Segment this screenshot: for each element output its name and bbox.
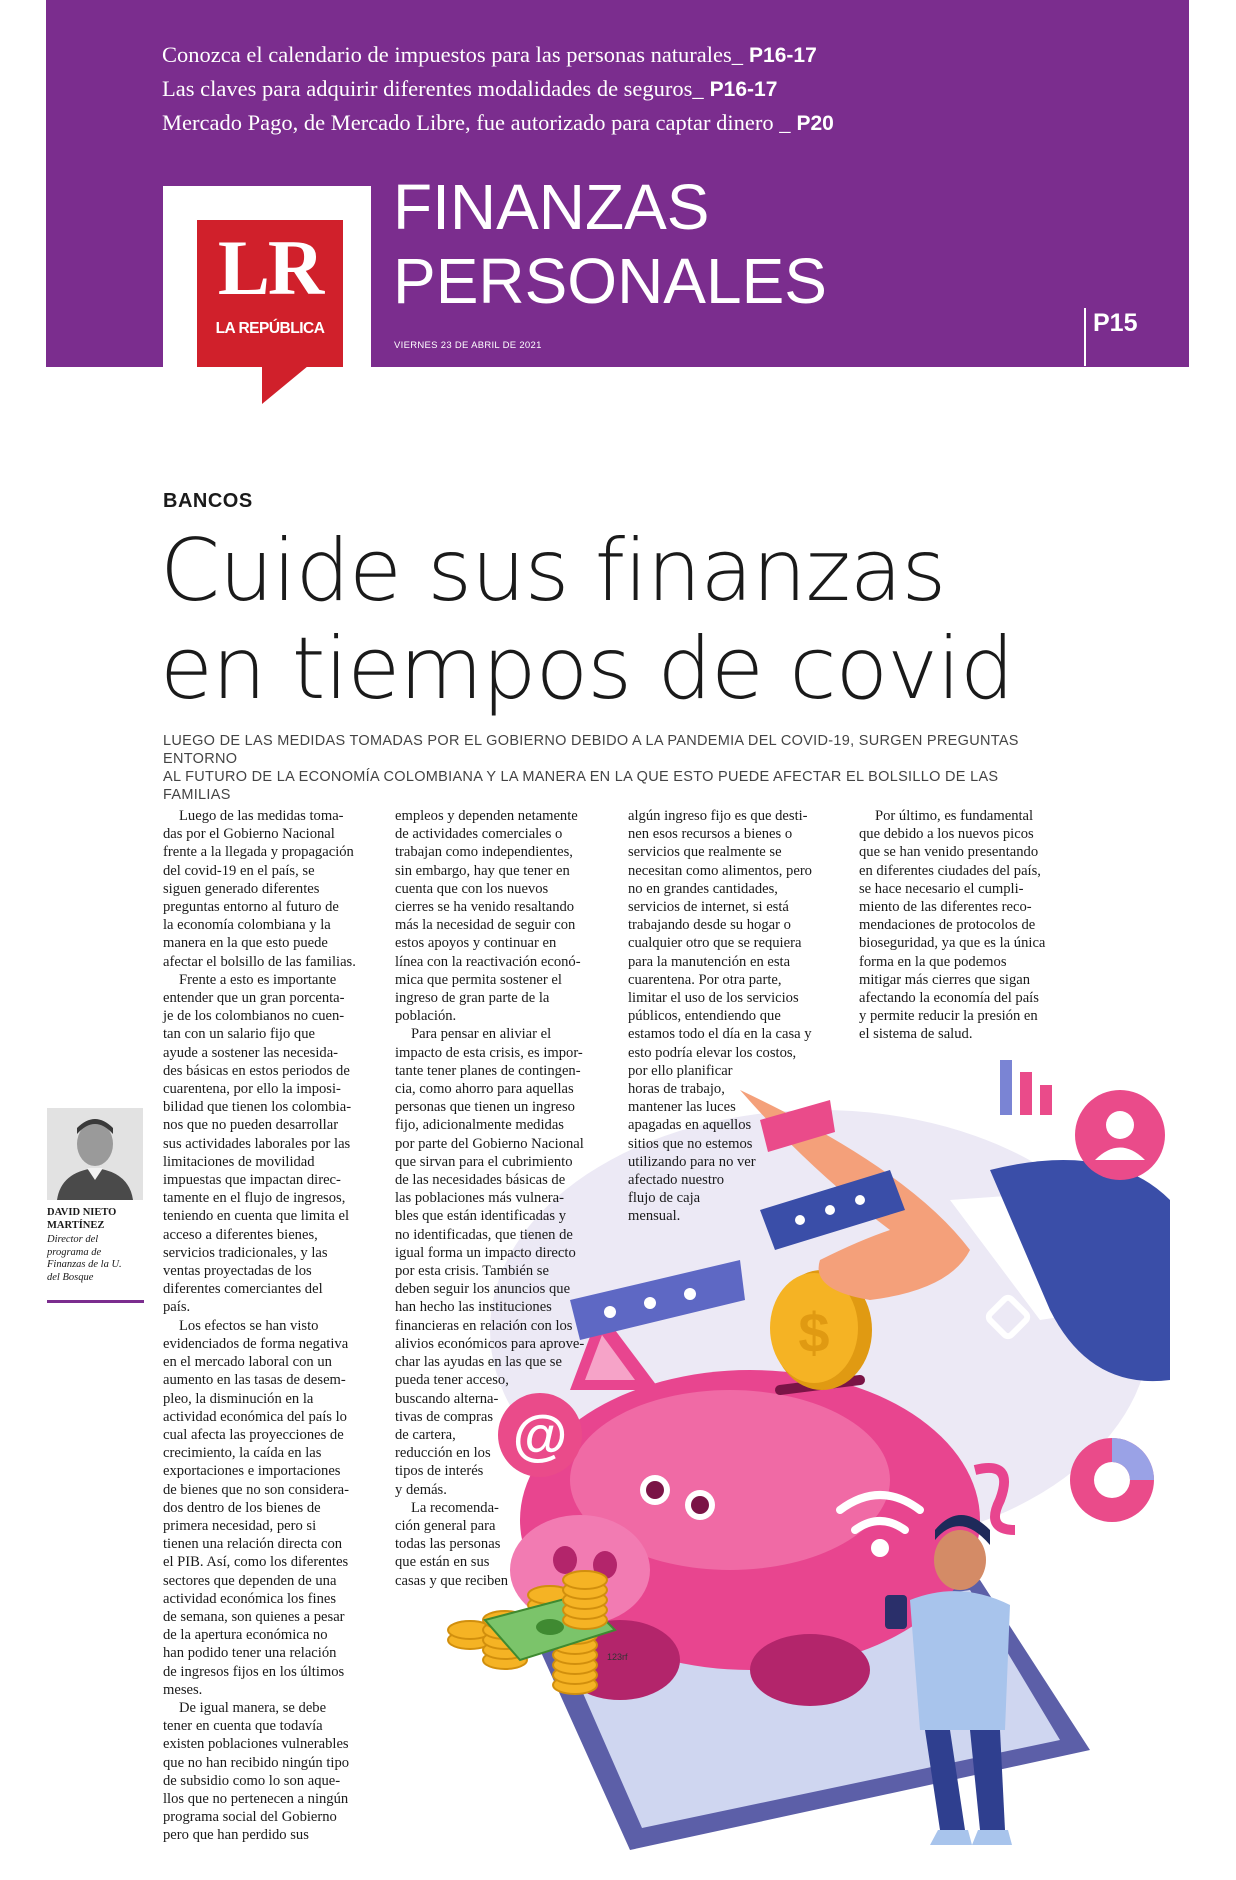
text-line: Luego de las medidas toma- <box>179 808 344 824</box>
text-line: tener en cuenta que todavía <box>163 1718 323 1735</box>
text-line: para la manutención en esta <box>628 953 791 970</box>
text-line: han hecho las instituciones <box>395 1299 552 1316</box>
text-line: cuarentena, por ello la imposi- <box>163 1081 341 1098</box>
text-line: de ingresos fijos en los últimos <box>163 1663 345 1680</box>
text-line: servicios que realmente se <box>628 844 782 861</box>
text-line: cuarentena. Por otra parte, <box>628 971 782 988</box>
text-line: bioseguridad, ya que es la única <box>859 935 1046 952</box>
text-line: tan con un salario fijo que <box>163 1026 315 1043</box>
text-line: ayude a sostener las necesida- <box>163 1044 339 1061</box>
text-line: población. <box>395 1008 457 1025</box>
text-line: nos que no pueden desarrollar <box>163 1117 339 1134</box>
text-line: llos que no pertenecen a ningún <box>163 1790 349 1807</box>
text-line: servicios de internet, si está <box>628 899 789 916</box>
page-divider <box>1084 308 1086 366</box>
text-line: nen esos recursos a bienes o <box>628 826 793 843</box>
text-line: bles que están identificadas y <box>395 1208 567 1225</box>
text-line: deben seguir los anuncios que <box>395 1281 571 1298</box>
text-line: en el mercado laboral con un <box>163 1354 332 1371</box>
text-line: estos apoyos y continuar en <box>395 935 557 952</box>
text-line: de la apertura económica no <box>163 1627 328 1644</box>
svg-text:$: $ <box>798 1301 830 1364</box>
text-line: mica que permita sostener el <box>395 971 562 988</box>
text-line: y demás. <box>395 1481 447 1498</box>
text-line: por ello planificar <box>628 1062 733 1079</box>
text-line: evidenciados de forma negativa <box>163 1335 349 1352</box>
text-line: horas de trabajo, <box>628 1081 725 1098</box>
donut-chart-icon <box>1070 1438 1154 1522</box>
text-line: mantener las luces <box>628 1099 736 1116</box>
teaser-item[interactable]: Conozca el calendario de impuestos para las personas naturales_ P16-17 <box>162 42 817 67</box>
text-line: actividad económica los fines <box>163 1590 337 1607</box>
text-line: afectar el bolsillo de las familias. <box>163 953 356 970</box>
text-line: ción general para <box>395 1517 496 1534</box>
text-line: que debido a los nuevos picos <box>859 826 1034 843</box>
text-line: financieras en relación con los <box>395 1317 573 1334</box>
text-line: país. <box>163 1299 191 1316</box>
user-icon <box>1075 1090 1165 1180</box>
text-line: Los efectos se han visto <box>179 1317 319 1334</box>
text-line: exportaciones e importaciones <box>163 1463 341 1480</box>
text-line: línea con la reactivación econó- <box>395 953 581 970</box>
text-line: las poblaciones más vulnera- <box>395 1190 564 1207</box>
text-line: empleos y dependen netamente <box>395 808 578 824</box>
text-line: cualquier otro que se requiera <box>628 935 802 952</box>
text-line: manera en la que esto puede <box>163 935 328 952</box>
author-photo <box>47 1108 143 1200</box>
text-line: y permite reducir la presión en <box>859 1008 1038 1025</box>
text-line: afectando la economía del país <box>859 990 1039 1007</box>
text-line: que sirvan para el cubrimiento <box>395 1153 573 1170</box>
text-line: la economía colombiana y la <box>163 917 331 934</box>
text-line: Para pensar en aliviar el <box>411 1026 552 1043</box>
text-line: de subsidio como lo son aque- <box>163 1772 341 1789</box>
text-line: trabajan como independientes, <box>395 844 573 861</box>
text-line: cuenta que con los nuevos <box>395 880 549 897</box>
text-line: reducción en los <box>395 1445 491 1462</box>
text-line: de semana, son quienes a pesar <box>163 1608 345 1625</box>
text-line: siguen generado diferentes <box>163 880 320 897</box>
text-line: se hace necesario el cumpli- <box>859 880 1024 897</box>
text-line: tivas de compras <box>395 1408 494 1425</box>
text-line: mensual. <box>628 1208 681 1225</box>
text-line: que se han venido presentando <box>859 844 1039 861</box>
text-line: sus actividades laborales por las <box>163 1135 351 1152</box>
text-line: no identificadas, que tienen de <box>395 1226 573 1243</box>
text-line: pleo, la disminución en la <box>163 1390 314 1407</box>
text-line: necesitan como alimentos, pero <box>628 862 812 879</box>
text-line: trabajando desde su hogar o <box>628 917 791 934</box>
text-line: esto podría elevar los costos, <box>628 1044 797 1061</box>
text-line: sitios que no estemos <box>628 1135 753 1152</box>
text-line: no en grandes cantidades, <box>628 880 778 897</box>
logo-badge-tail <box>262 366 308 404</box>
text-line: sectores que dependen de una <box>163 1572 337 1589</box>
text-line: apagadas en aquellos <box>628 1117 752 1134</box>
page-number: P15 <box>1093 309 1138 337</box>
text-line: de cartera, <box>395 1426 456 1443</box>
text-line: das por el Gobierno Nacional <box>163 826 335 843</box>
text-line: preguntas entorno al futuro de <box>163 899 339 916</box>
text-line: buscando alterna- <box>395 1390 499 1407</box>
text-line: aumento en las tasas de desem- <box>163 1372 346 1389</box>
text-line: del covid-19 en el país, se <box>163 862 315 879</box>
logo-mark: LR <box>217 224 323 311</box>
text-line: afectado nuestro <box>628 1172 725 1189</box>
text-line: diferentes comerciantes del <box>163 1281 323 1298</box>
text-line: públicos, entendiendo que <box>628 1008 781 1025</box>
author-name: DAVID NIETO MARTÍNEZ <box>47 1207 117 1231</box>
text-line: todas las personas <box>395 1536 501 1553</box>
text-line: alivios económicos para aprove- <box>395 1335 585 1352</box>
teaser-item[interactable]: Las claves para adquirir diferentes modalidades de seguros_ P16-17 <box>162 76 778 101</box>
text-line: frente a la llegada y propagación <box>163 844 354 861</box>
text-line: acceso a diferentes bienes, <box>163 1226 318 1243</box>
article-column-3 <box>628 807 843 1226</box>
text-line: casas y que reciben <box>395 1572 509 1589</box>
text-line: programa social del Gobierno <box>163 1809 337 1826</box>
text-line: De igual manera, se debe <box>179 1699 327 1716</box>
text-line: sin embargo, hay que tener en <box>395 862 570 879</box>
svg-text:@: @ <box>512 1403 568 1466</box>
text-line: primera necesidad, pero si <box>163 1517 317 1534</box>
text-line: el sistema de salud. <box>859 1026 973 1043</box>
text-line: por parte del Gobierno Nacional <box>395 1135 584 1152</box>
text-line: entender que un gran porcenta- <box>163 990 345 1007</box>
text-line: que no han recibido ningún tipo <box>163 1754 350 1771</box>
text-line: estamos todo el día en la casa y <box>628 1026 812 1043</box>
text-line: fijo, adicionalmente medidas <box>395 1117 564 1134</box>
text-line: dos dentro de los bienes de <box>163 1499 321 1516</box>
text-line: en diferentes ciudades del país, <box>859 862 1041 879</box>
bar-chart-icon <box>1000 1060 1052 1115</box>
text-line: el PIB. Así, como los diferentes <box>163 1554 349 1571</box>
logo-name: LA REPÚBLICA <box>215 320 325 337</box>
text-line: que están en sus <box>395 1554 490 1571</box>
text-line: igual forma un impacto directo <box>395 1244 576 1261</box>
text-line: más la necesidad de seguir con <box>395 917 576 934</box>
text-line: servicios tradicionales, y las <box>163 1244 328 1261</box>
text-line: La recomenda- <box>411 1499 499 1516</box>
article-kicker: BANCOS <box>163 490 253 512</box>
text-line: meses. <box>163 1681 203 1698</box>
article-column-4 <box>859 807 1074 1044</box>
text-line: impuestas que impactan direc- <box>163 1172 341 1189</box>
text-line: bilidad que tienen los colombia- <box>163 1099 352 1116</box>
text-line: limitaciones de movilidad <box>163 1153 315 1170</box>
text-line: impacto de esta crisis, es impor- <box>395 1044 583 1061</box>
article-headline: Cuide sus finanzas en tiempos de covid <box>160 521 1014 719</box>
text-line: tienen una relación directa con <box>163 1536 343 1553</box>
text-line: crecimiento, la caída en las <box>163 1445 322 1462</box>
text-line: tipos de interés <box>395 1463 484 1480</box>
text-line: personas que tienen un ingreso <box>395 1099 575 1116</box>
text-line: de bienes que no son considera- <box>163 1481 350 1498</box>
text-line: actividad económica del país lo <box>163 1408 347 1425</box>
text-line: de actividades comerciales o <box>395 826 563 843</box>
text-line: algún ingreso fijo es que desti- <box>628 808 808 824</box>
text-line: por esta crisis. También se <box>395 1263 549 1280</box>
text-line: ventas proyectadas de los <box>163 1263 312 1280</box>
section-title: FINANZAS PERSONALES <box>393 171 827 317</box>
text-line: char las ayudas en las que se <box>395 1354 562 1371</box>
text-line: cual afecta las proyecciones de <box>163 1426 344 1443</box>
text-line: ingreso de gran parte de la <box>395 990 550 1007</box>
author-rule <box>47 1300 144 1303</box>
text-line: teniendo en cuenta que limita el <box>163 1208 349 1225</box>
text-line: Frente a esto es importante <box>179 971 337 988</box>
text-line: pero que han perdido sus <box>163 1827 309 1844</box>
text-line: cia, como ahorro para aquellas <box>395 1081 574 1098</box>
article-column-1 <box>163 807 373 1845</box>
text-line: de las necesidades básicas de <box>395 1172 566 1189</box>
image-credit: 123rf <box>607 1652 628 1662</box>
text-line: utilizando para no ver <box>628 1153 756 1170</box>
article-column-2 <box>395 807 610 1590</box>
issue-date: VIERNES 23 DE ABRIL DE 2021 <box>394 340 542 351</box>
teaser-item[interactable]: Mercado Pago, de Mercado Libre, fue autorizado para captar dinero _ P20 <box>162 110 834 135</box>
author-role: Director del programa de Finanzas de la U. del Bosque <box>47 1234 122 1283</box>
text-line: existen poblaciones vulnerables <box>163 1736 349 1753</box>
text-line: cierres se ha venido resaltando <box>395 899 575 916</box>
text-line: forma en la que podemos <box>859 953 1007 970</box>
text-line: des básicas en estos periodos de <box>163 1062 350 1079</box>
text-line: pueda tener acceso, <box>395 1372 509 1389</box>
text-line: Por último, es fundamental <box>875 808 1034 824</box>
article-deck: LUEGO DE LAS MEDIDAS TOMADAS POR EL GOBIERNO DEBIDO A LA PANDEMIA DEL COVID-19, SURGEN PREGUNTAS ENTORNO AL FUTURO DE LA ECONOMÍA COLOMBIANA Y LA MANERA EN LA QUE ESTO PUEDE AFECTAR EL BOLSILLO DE LAS FAMILIAS <box>163 733 1019 803</box>
text-line: flujo de caja <box>628 1190 701 1207</box>
text-line: tamente en el flujo de ingresos, <box>163 1190 346 1207</box>
text-line: mendaciones de protocolos de <box>859 917 1036 934</box>
teaser-list <box>162 38 834 140</box>
text-line: miento de las diferentes reco- <box>859 899 1032 916</box>
text-line: han podido tener una relación <box>163 1645 337 1662</box>
text-line: limitar el uso de los servicios <box>628 990 799 1007</box>
text-line: je de los colombianos no cuen- <box>163 1008 345 1025</box>
text-line: tante tener planes de contingen- <box>395 1062 581 1079</box>
text-line: mitigar más cierres que sigan <box>859 971 1031 988</box>
